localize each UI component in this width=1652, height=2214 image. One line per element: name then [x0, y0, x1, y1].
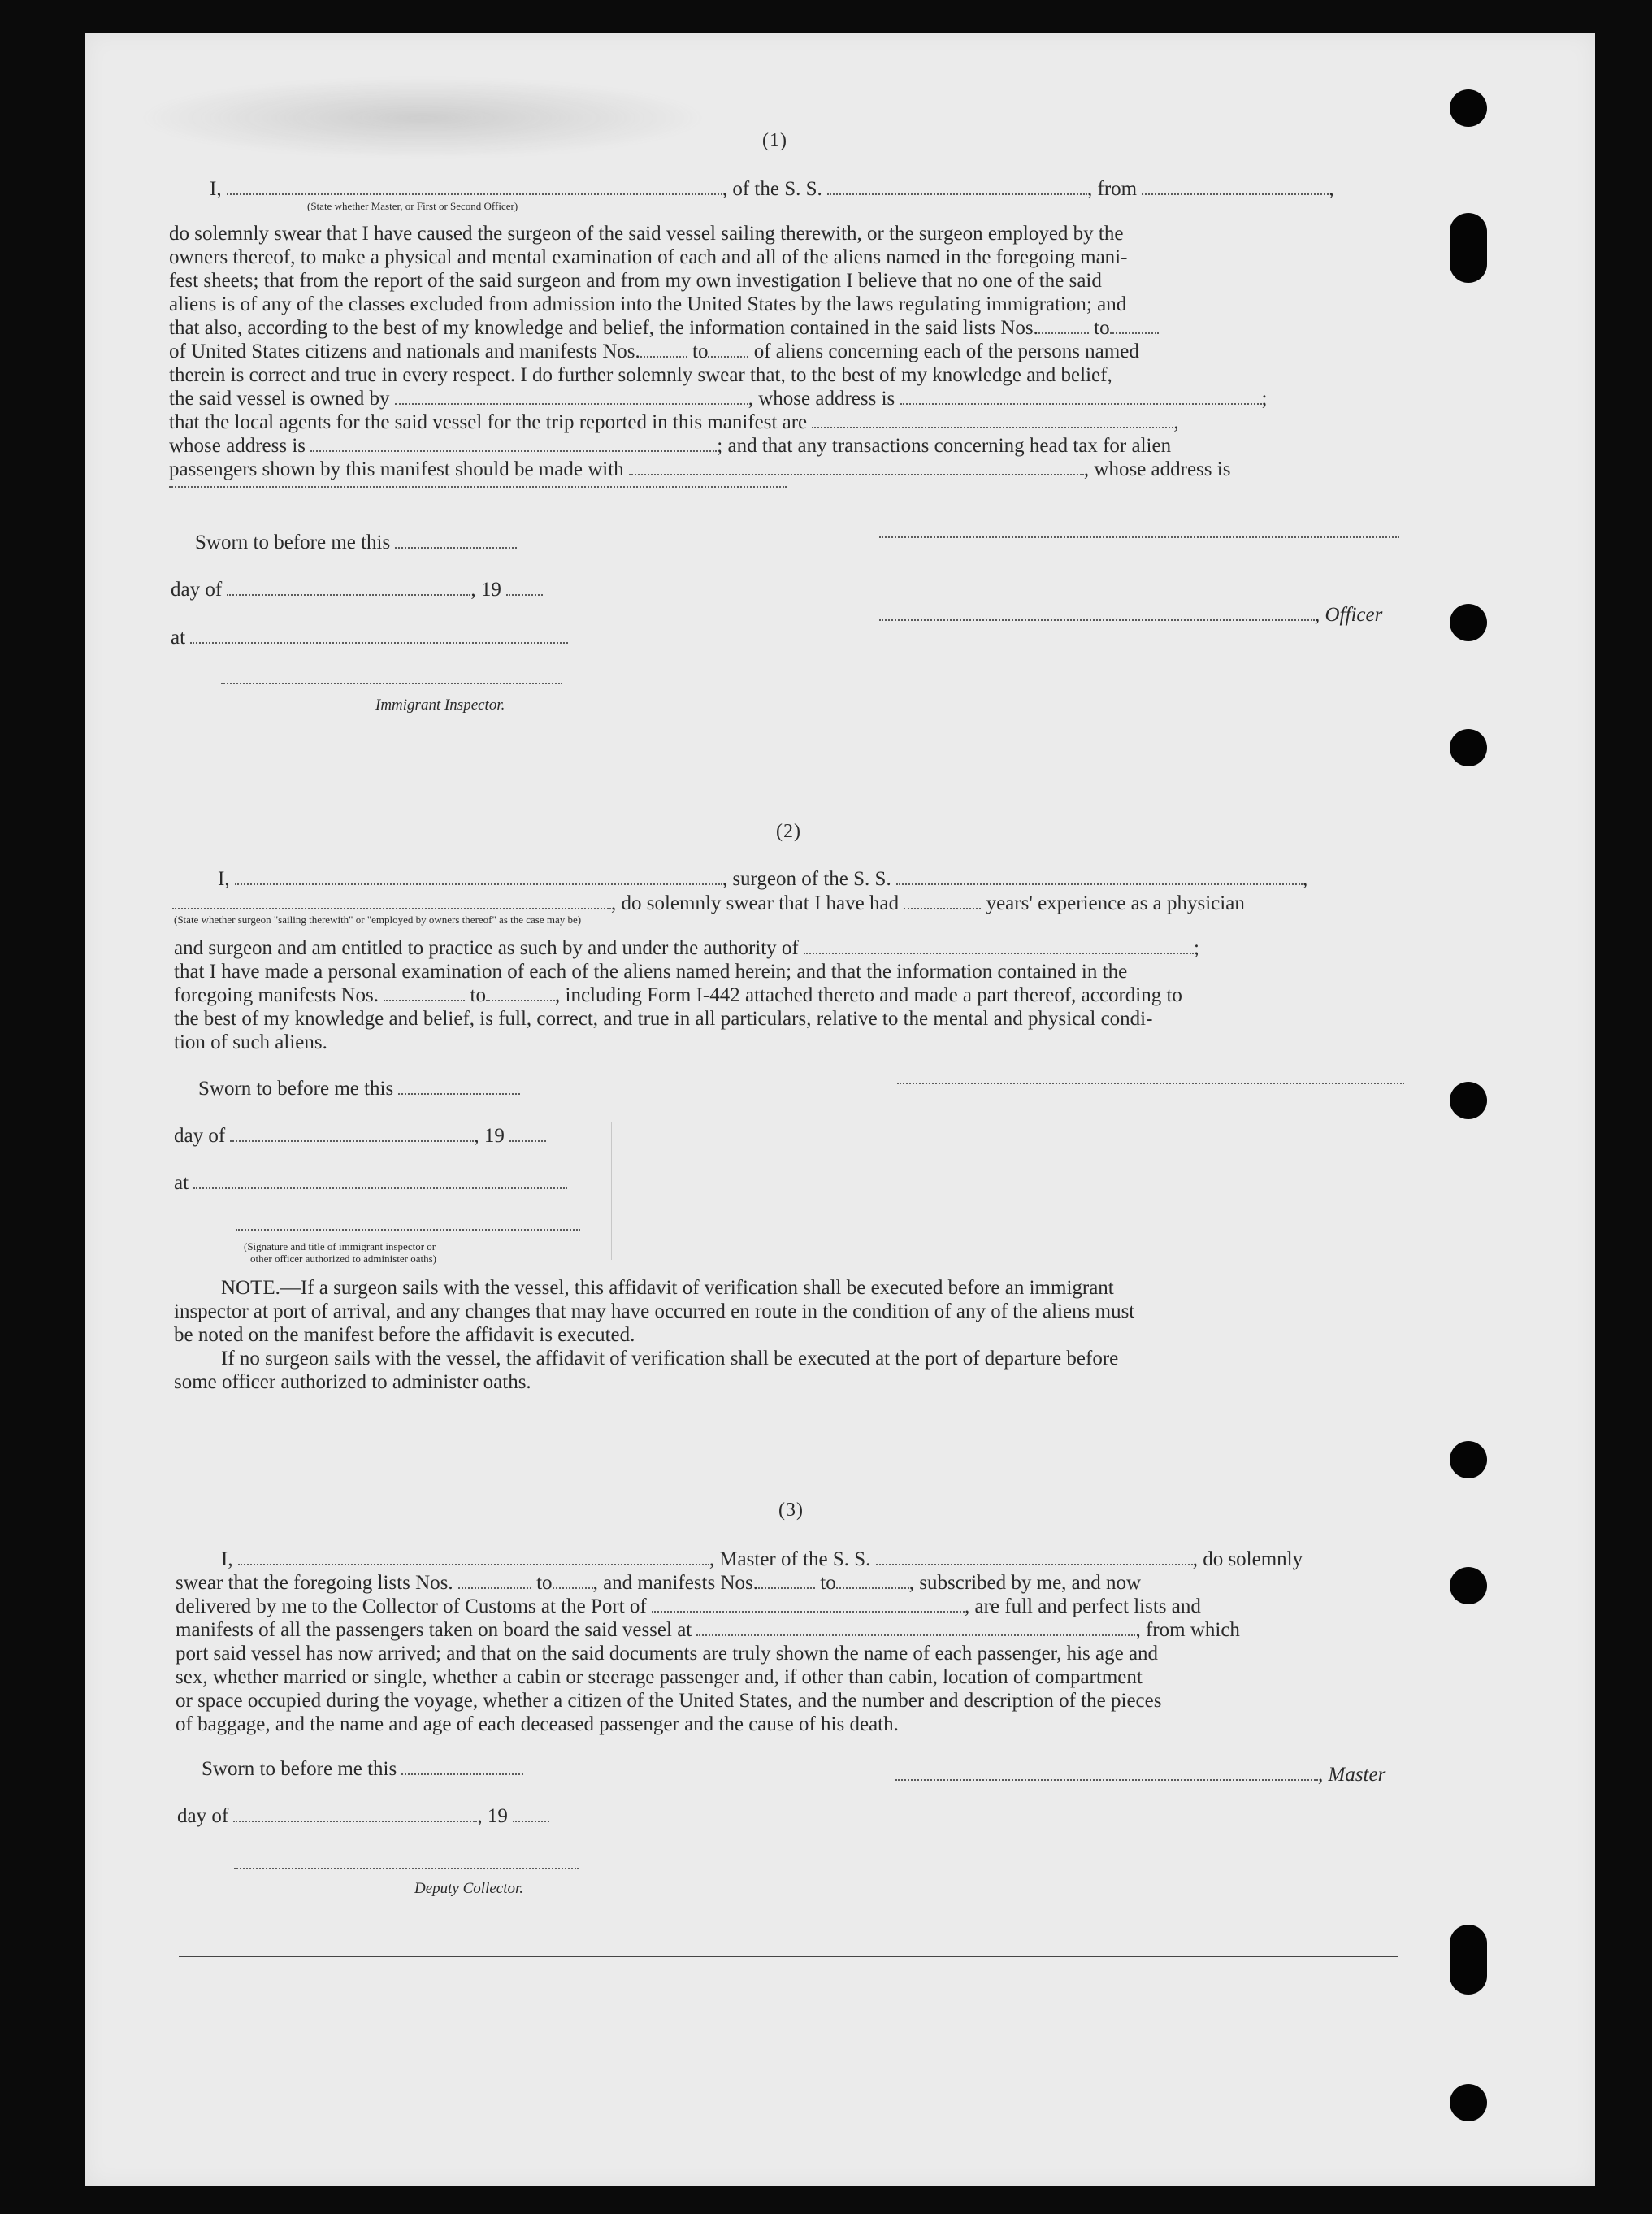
s1-headtax-address-field [169, 486, 787, 488]
s3-to-2: to [820, 1572, 836, 1594]
s2-body-line-2 [174, 983, 1182, 1007]
s2-inspector-signature [236, 1229, 580, 1231]
s2-form-tail: , including Form I-442 attached thereto and made a part thereof, according to [555, 984, 1182, 1006]
s2-month-field [230, 1126, 474, 1142]
s3-collector-signature [234, 1868, 579, 1869]
s3-name-field [238, 1549, 709, 1565]
s3-collector: Deputy Collector. [414, 1880, 524, 1897]
s3-sworn: Sworn to before me this [202, 1758, 397, 1780]
s1-day-of: day of [171, 579, 223, 601]
s3-master-of: , Master of the S. S. [709, 1548, 871, 1570]
s1-passengers: passengers shown by this manifest should be made with [169, 458, 624, 480]
s2-note-line-3: be noted on the manifest before the affidavit is executed. [174, 1324, 635, 1346]
s2-sworn: Sworn to before me this [198, 1078, 394, 1100]
s1-at-field [190, 627, 568, 644]
s3-swear-lists: swear that the foregoing lists Nos. [176, 1572, 453, 1594]
s1-year-field [506, 580, 543, 596]
s1-at: at [171, 627, 186, 649]
binder-hole-8 [1450, 1925, 1487, 1995]
binder-hole-3 [1450, 604, 1487, 641]
s2-note-line-2: inspector at port of arrival, and any changes that may have occurred en route in the condition of any of the aliens must [174, 1300, 1135, 1322]
s1-master-line [210, 177, 1334, 201]
s2-years: years' experience as a physician [986, 892, 1245, 914]
binder-hole-1 [1450, 89, 1487, 127]
s2-at-field [193, 1173, 567, 1189]
s3-full-perfect: , are full and perfect lists and [965, 1595, 1201, 1617]
s3-delivered-line [176, 1595, 1201, 1618]
s3-day-of: day of [177, 1805, 229, 1827]
bleed-through-header [138, 77, 707, 158]
s3-month-field [233, 1806, 477, 1822]
s1-from: , from [1087, 178, 1138, 200]
s3-body-line-3: or space occupied during the voyage, whether a citizen of the United States, and the number and description of the pieces [176, 1690, 1162, 1712]
s1-agents-line [169, 410, 1179, 434]
section-2-number: (2) [776, 821, 801, 842]
s3-sworn-line [202, 1757, 523, 1781]
s1-semicolon: ; [1261, 388, 1268, 410]
s2-nineteen: , 19 [474, 1125, 505, 1147]
s1-nineteen: , 19 [470, 579, 501, 601]
s3-vessel-field [876, 1549, 1193, 1565]
s2-day-of: day of [174, 1125, 226, 1147]
s1-inspector: Immigrant Inspector. [375, 697, 505, 714]
s2-lead: I, [218, 868, 230, 890]
s2-note-line-5: some officer authorized to administer oaths. [174, 1371, 531, 1393]
s2-capacity-field [172, 893, 611, 909]
s1-master-note: (State whether Master, or First or Second Officer) [307, 200, 518, 212]
s3-lists-line [176, 1571, 1141, 1595]
s1-whose-address-2: whose address is [169, 435, 306, 457]
binder-hole-7 [1450, 1567, 1487, 1604]
s1-agents-address-field [310, 436, 717, 452]
s1-day-line [171, 578, 543, 601]
s2-manifests-from [384, 985, 465, 1001]
s1-to-aliens: to [692, 341, 709, 362]
s1-sworn-date-field [395, 532, 517, 549]
section-3-number: (3) [778, 1500, 804, 1521]
s1-agents-field [812, 412, 1173, 428]
s1-to: to [1094, 317, 1110, 339]
s1-of-ss: , of the S. S. [722, 178, 822, 200]
s1-manifests-text: of United States citizens and nationals and manifests Nos. [169, 341, 640, 362]
s3-body-line-2: sex, whether married or single, whether a cabin or steerage passenger and, if other than cabin, location of compartment [176, 1666, 1143, 1688]
s3-master-sig-line [895, 1763, 1385, 1786]
s3-lists-from [458, 1573, 531, 1589]
s2-note-line-4: If no surgeon sails with the vessel, the affidavit of verification shall be executed at the port of departure before [221, 1348, 1119, 1370]
binder-hole-6 [1450, 1441, 1487, 1478]
s1-headtax-party-field [629, 459, 1084, 475]
s1-officer-field [879, 605, 1315, 621]
s2-surgeon-of: , surgeon of the S. S. [722, 868, 891, 890]
s1-body-line-3: fest sheets; that from the report of the said surgeon and from my own investigation I believe that no one of the said [169, 270, 1102, 292]
binder-hole-9 [1450, 2084, 1487, 2121]
s3-subscribed: , subscribed by me, and now [908, 1572, 1142, 1594]
s1-local-agents: that the local agents for the said vessel for the trip reported in this manifest are [169, 411, 808, 433]
s3-delivered: delivered by me to the Collector of Customs at the Port of [176, 1595, 647, 1617]
s3-master: , Master [1318, 1764, 1386, 1786]
s1-manifests-to [708, 341, 748, 358]
s1-whose-address-3: , whose address is [1083, 458, 1231, 480]
s2-at-line [174, 1171, 567, 1195]
binder-hole-4 [1450, 729, 1487, 766]
s3-manifests-to [836, 1573, 909, 1589]
s2-note-line-1: NOTE.—If a surgeon sails with the vessel, this affidavit of verification shall be executed before an immigrant [221, 1277, 1114, 1299]
s2-signature-field [897, 1083, 1404, 1084]
s2-to: to [470, 984, 486, 1006]
s1-body-line-6 [169, 340, 1139, 363]
s2-at: at [174, 1172, 189, 1194]
s2-swear: , do solemnly swear that I have had [611, 892, 900, 914]
s2-sworn-line [198, 1077, 520, 1100]
s1-owner-address-field [900, 389, 1262, 405]
s1-lists-to [1110, 318, 1159, 334]
s1-officer: , Officer [1315, 604, 1383, 626]
s3-body-line-1: port said vessel has now arrived; and that on the said documents are truly shown the name of each passenger, his age and [176, 1643, 1159, 1665]
s3-manifests-all: manifests of all the passengers taken on board the said vessel at [176, 1619, 692, 1641]
s1-body-line-1: do solemnly swear that I have caused the surgeon of the said vessel sailing therewith, or the surgeon employed by the [169, 223, 1124, 245]
s1-whose-address: , whose address is [748, 388, 895, 410]
bottom-rule [179, 1956, 1398, 1957]
s3-do-solemnly: , do solemnly [1192, 1548, 1303, 1570]
s1-passengers-line [169, 458, 1230, 481]
fold-line [611, 1122, 612, 1260]
s2-day-line [174, 1124, 546, 1148]
s1-owner-field [395, 389, 748, 405]
s2-vessel-field [896, 869, 1303, 885]
s3-master-line [221, 1548, 1303, 1571]
s1-lists-from [1038, 318, 1089, 334]
binder-hole-2 [1450, 213, 1487, 283]
s2-body-line-3: the best of my knowledge and belief, is full, correct, and true in all particulars, relative to the mental and physical condi- [174, 1008, 1153, 1030]
s2-name-field [235, 869, 722, 885]
s3-manifests-line [176, 1618, 1240, 1642]
s3-year-field [513, 1806, 549, 1822]
s1-body-line-2: owners thereof, to make a physical and mental examination of each and all of the aliens named in the foregoing mani- [169, 246, 1128, 268]
s1-headtax-line [169, 434, 1171, 458]
s1-at-line [171, 626, 568, 649]
s1-sworn-line [195, 531, 517, 554]
s2-experience-line [172, 892, 1245, 915]
s1-aliens-tail: of aliens concerning each of the persons named [753, 341, 1139, 362]
s1-body-line-5 [169, 316, 1159, 340]
s3-master-signature [895, 1765, 1318, 1781]
s1-inspector-signature [221, 683, 562, 684]
s3-to: to [536, 1572, 553, 1594]
s1-owner-line [169, 387, 1267, 410]
s2-semicolon: ; [1194, 937, 1199, 959]
s1-month-field [227, 580, 470, 596]
s3-sworn-date-field [401, 1759, 523, 1775]
s1-name-field [227, 179, 722, 195]
s2-sworn-date-field [398, 1079, 520, 1095]
s2-comma: , [1302, 868, 1308, 890]
s2-sig-note-2: other officer authorized to administer oaths) [250, 1252, 436, 1265]
s2-year-field [509, 1126, 546, 1142]
s1-comma: , [1329, 178, 1334, 200]
s3-nineteen: , 19 [477, 1805, 508, 1827]
s1-officer-line [879, 603, 1382, 627]
s2-authority-line [174, 936, 1199, 960]
s1-agents-comma: , [1173, 411, 1179, 433]
s2-manifests-to [486, 985, 555, 1001]
s1-sworn: Sworn to before me this [195, 532, 391, 554]
s2-authority: and surgeon and am entitled to practice as such by and under the authority of [174, 937, 799, 959]
s1-manifests-from [640, 341, 687, 358]
s1-owned-by: the said vessel is owned by [169, 388, 390, 410]
s2-surgeon-line [218, 867, 1307, 891]
s3-from-which: , from which [1135, 1619, 1240, 1641]
s2-authority-field [804, 938, 1194, 954]
binder-hole-5 [1450, 1082, 1487, 1119]
s3-lead: I, [221, 1548, 233, 1570]
s1-body-line-4: aliens is of any of the classes excluded from admission into the United States by the laws regulating immigration; and [169, 293, 1127, 315]
s1-from-field [1142, 179, 1329, 195]
s2-years-field [904, 893, 981, 909]
s1-lists-text: that also, according to the best of my knowledge and belief, the information contained in the said lists Nos. [169, 317, 1038, 339]
s3-and-manifests: , and manifests Nos. [592, 1572, 759, 1594]
s3-body-line-4: of baggage, and the name and age of each deceased passenger and the cause of his death. [176, 1713, 899, 1735]
s1-body-line-7: therein is correct and true in every respect. I do further solemnly swear that, to the best of my knowledge and belief, [169, 364, 1112, 386]
s1-vessel-field [827, 179, 1087, 195]
s3-lists-to [553, 1573, 593, 1589]
s2-body-line-4: tion of such aliens. [174, 1031, 327, 1053]
s3-manifests-from [758, 1573, 815, 1589]
s1-head-tax: ; and that any transactions concerning head tax for alien [717, 435, 1172, 457]
s1-signature-field [879, 536, 1399, 538]
s2-manifests-text: foregoing manifests Nos. [174, 984, 379, 1006]
section-1-number: (1) [762, 130, 787, 151]
s1-lead: I, [210, 178, 222, 200]
s2-surgeon-note: (State whether surgeon "sailing therewith" or "employed by owners thereof" as the case may be) [174, 914, 582, 926]
s3-day-line [177, 1804, 549, 1828]
s2-sig-note-1: (Signature and title of immigrant inspector or [244, 1240, 436, 1252]
s2-body-line-1: that I have made a personal examination of each of the aliens named herein; and that the information contained in the [174, 961, 1128, 983]
s3-departure-port-field [696, 1620, 1135, 1636]
s3-port-field [652, 1596, 965, 1613]
